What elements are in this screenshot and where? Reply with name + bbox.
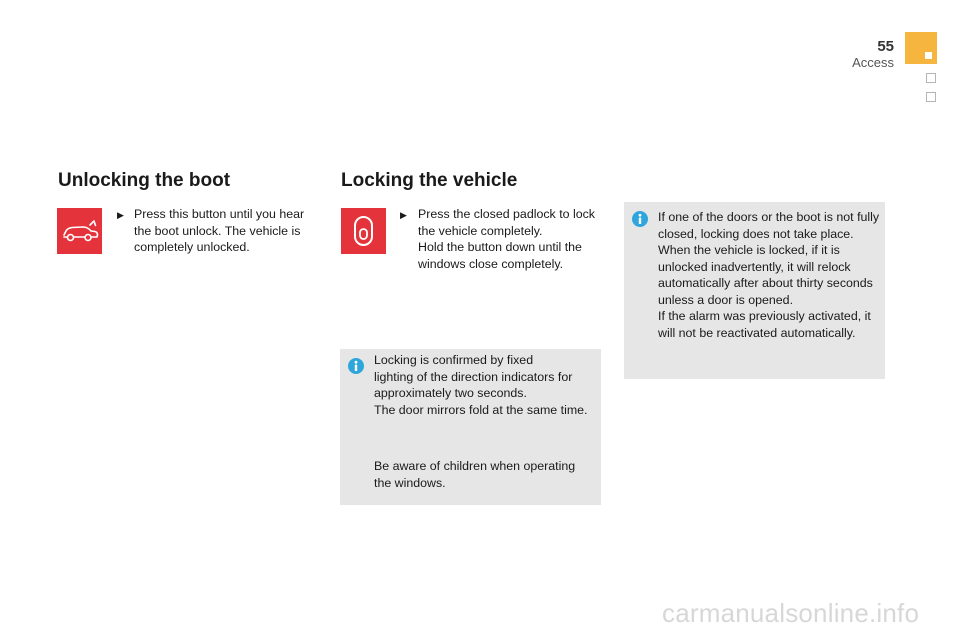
text-line: unlocked inadvertently, it will relock bbox=[658, 259, 851, 274]
children-warning-text bbox=[374, 458, 575, 491]
text-line: lighting of the direction indicators for bbox=[374, 369, 573, 384]
tab-dot bbox=[925, 52, 932, 59]
section-title: Access bbox=[852, 55, 894, 70]
info-text bbox=[658, 209, 879, 341]
info-icon bbox=[348, 358, 364, 374]
text-line: Hold the button down until the bbox=[418, 240, 582, 254]
section-tab-active bbox=[905, 32, 937, 64]
section-tab-empty bbox=[926, 92, 936, 102]
text-line: the boot unlock. The vehicle is bbox=[134, 223, 301, 238]
unlocking-heading: Unlocking the boot bbox=[58, 170, 231, 191]
info-icon bbox=[632, 211, 648, 227]
locking-instructions bbox=[418, 206, 595, 272]
text-line: unless a door is opened. bbox=[658, 292, 794, 307]
text-line: automatically after about thirty seconds bbox=[658, 276, 873, 290]
text-line: closed, locking does not take place. bbox=[658, 226, 854, 241]
info-box-doors-not-closed bbox=[624, 202, 885, 379]
text-line: windows close completely. bbox=[418, 256, 564, 271]
text-line: When the vehicle is locked, if it is bbox=[658, 243, 840, 257]
text-line: will not be reactivated automatically. bbox=[658, 325, 856, 340]
locking-heading: Locking the vehicle bbox=[341, 170, 518, 191]
text-line: completely unlocked. bbox=[134, 240, 250, 254]
page-number: 55 bbox=[877, 38, 894, 55]
watermark: carmanualsonline.info bbox=[662, 598, 920, 628]
text-line: If one of the doors or the boot is not fully bbox=[658, 210, 880, 224]
bullet-arrow-icon: ▶ bbox=[400, 210, 407, 220]
info-box-locking-confirmation bbox=[340, 349, 601, 505]
text-line: the windows. bbox=[374, 475, 446, 490]
padlock-closed-icon bbox=[341, 208, 386, 254]
text-line: Press the closed padlock to lock bbox=[418, 207, 596, 221]
car-boot-icon bbox=[57, 208, 102, 254]
unlocking-instructions bbox=[134, 206, 304, 256]
text-line: Press this button until you hear bbox=[134, 207, 305, 221]
text-line: approximately two seconds. bbox=[374, 386, 527, 400]
text-line: Locking is confirmed by fixed bbox=[374, 353, 534, 367]
text-line: The door mirrors fold at the same time. bbox=[374, 402, 588, 417]
text-line: Be aware of children when operating bbox=[374, 459, 576, 473]
info-text bbox=[374, 352, 587, 418]
text-line: the vehicle completely. bbox=[418, 223, 543, 238]
bullet-arrow-icon: ▶ bbox=[117, 210, 124, 220]
text-line: If the alarm was previously activated, it bbox=[658, 309, 871, 323]
section-tab-empty bbox=[926, 73, 936, 83]
